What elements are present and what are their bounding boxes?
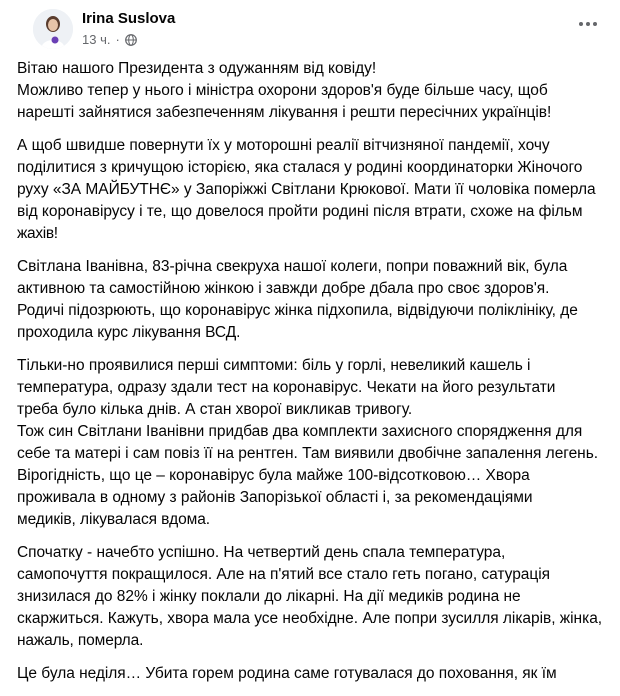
paragraph — [17, 663, 607, 685]
post-text — [17, 58, 607, 696]
meta-separator: · — [115, 32, 120, 47]
author-name[interactable]: Irina Suslova — [82, 10, 176, 27]
post-meta — [82, 32, 137, 47]
text-line: Можливо тепер у нього і міністра охорони здоров'я буде більше часу, щоб — [17, 82, 548, 99]
text-line: себе та матері і сам повіз її на рентген. Там виявили двобічне запалення легень. — [17, 445, 599, 462]
text-line: від коронавірусу і те, що довелося пройти родині після втрати, схоже на фільм — [17, 203, 583, 220]
text-line: Вітаю нашого Президента з одужанням від ковіду! — [17, 60, 377, 77]
more-options-icon[interactable] — [576, 14, 600, 34]
text-line: активною та самостійною жінкою і завжди добре дбала про своє здоров'я. — [17, 280, 550, 297]
paragraph — [17, 256, 607, 344]
post-header — [17, 0, 604, 58]
text-line: Тільки-но проявилися перші симптоми: біль у горлі, невеликий кашель і — [17, 357, 531, 374]
paragraph — [17, 58, 607, 124]
text-line: Це була неділя… Убита горем родина саме готувалася до поховання, як їм — [17, 665, 557, 682]
text-line: температура, одразу здали тест на коронавірус. Чекати на його результати — [17, 379, 556, 396]
paragraph — [17, 135, 607, 245]
text-line: Вірогідність, що це – коронавірус була майже 100-відсотковою… Хвора — [17, 467, 530, 484]
text-line: А щоб швидше повернути їх у моторошні реалії вітчизняної пандемії, хочу — [17, 137, 550, 154]
text-line: поділитися з кричущою історією, яка сталася у родині координаторки Жіночого — [17, 159, 583, 176]
text-line: Родичі підозрюють, що коронавірус жінка підхопила, відвідуючи поліклініку, де — [17, 302, 578, 319]
text-line: проживала в одному з районів Запорізької області і, за рекомендаціями — [17, 489, 533, 506]
text-line: самопочуття покращилося. Але на п'ятий все стало геть погано, сатурація — [17, 566, 551, 583]
text-line: медиків, лікувалася вдома. — [17, 511, 211, 528]
author-avatar[interactable] — [33, 9, 73, 49]
text-line: руху «ЗА МАЙБУТНЄ» у Запоріжжі Світлани Крюкової. Мати її чоловіка померла — [17, 181, 596, 198]
avatar-image — [33, 9, 73, 49]
text-line: проходила курс лікування ВСД. — [17, 324, 241, 341]
text-line: Світлана Іванівна, 83-річна свекруха нашої колеги, попри поважний вік, була — [17, 258, 568, 275]
text-line: треба було кілька днів. А стан хворої викликав тривогу. — [17, 401, 413, 418]
text-line: нажаль, померла. — [17, 632, 144, 649]
paragraph — [17, 542, 607, 652]
text-line: Тож син Світлани Іванівни придбав два комплекти захисного спорядження для — [17, 423, 583, 440]
text-line: жахів! — [17, 225, 58, 242]
post-time[interactable]: 13 ч. — [82, 32, 111, 47]
globe-icon[interactable] — [125, 34, 137, 46]
paragraph — [17, 355, 607, 531]
text-line: скаржиться. Кажуть, хвора мала усе необхідне. Але попри зусилля лікарів, жінка, — [17, 610, 603, 627]
text-line: знизилася до 82% і жінку поклали до лікарні. На дії медиків родина не — [17, 588, 521, 605]
text-line: Спочатку - начебто успішно. На четвертий день спала температура, — [17, 544, 506, 561]
text-line: нарешті зайнятися забезпеченням лікування і решти пересічних українців! — [17, 104, 552, 121]
